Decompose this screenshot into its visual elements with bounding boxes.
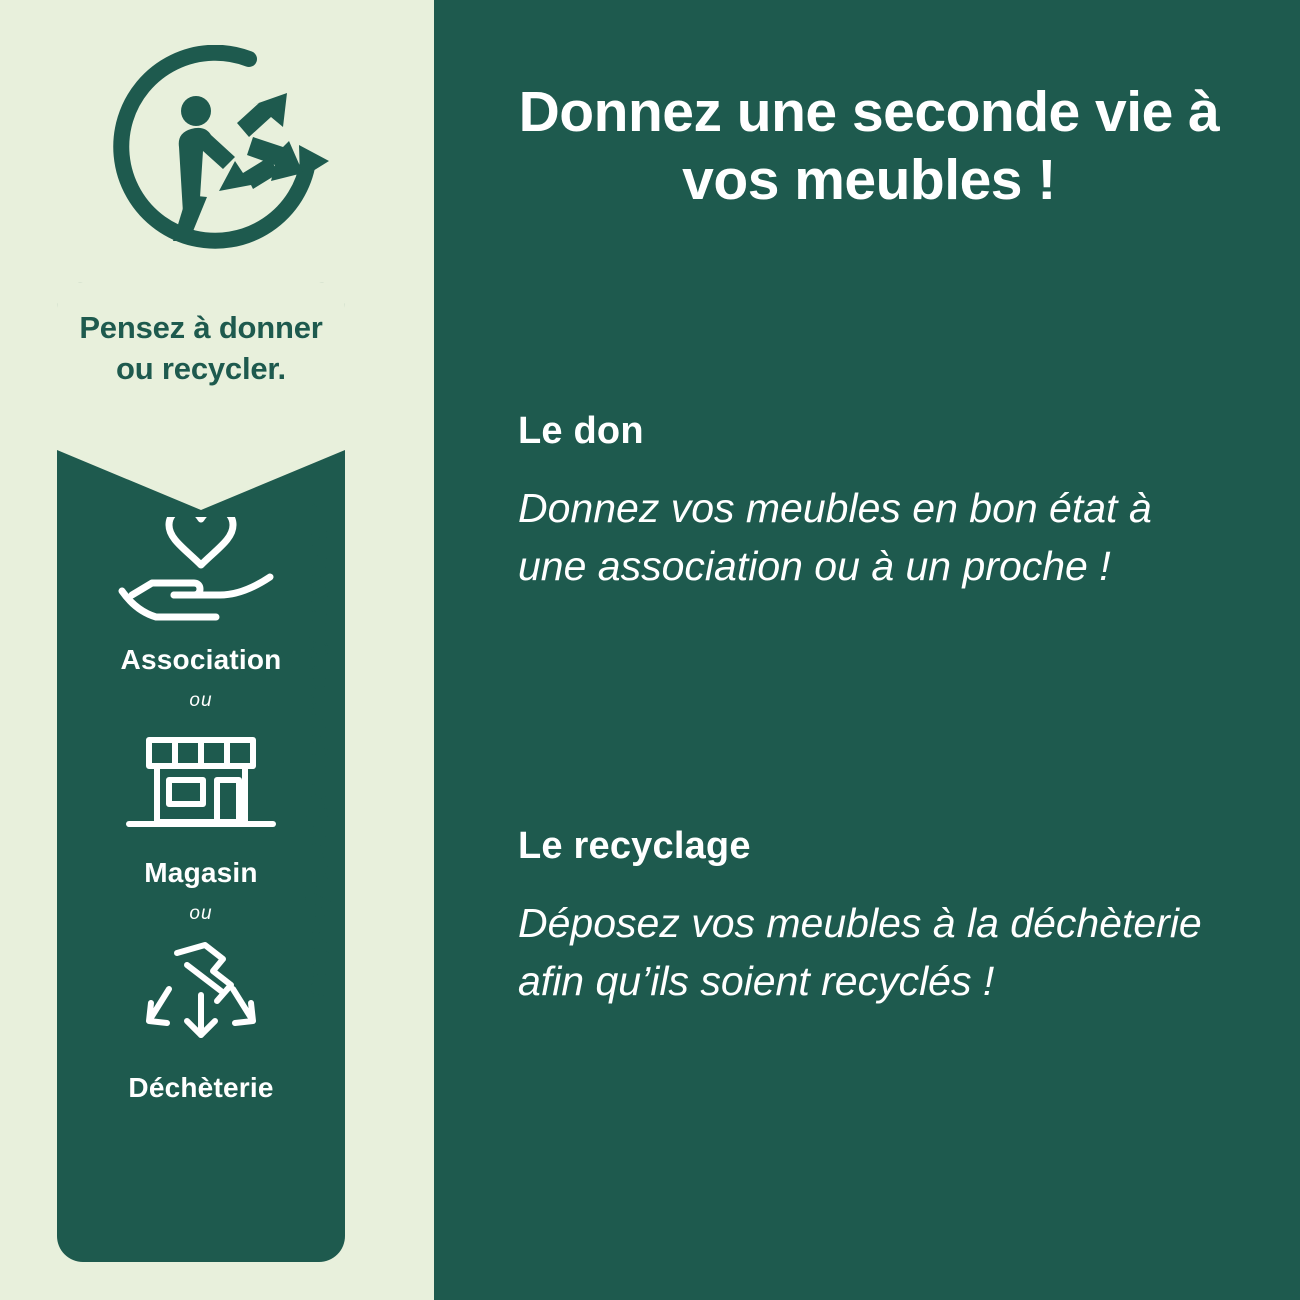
left-panel (0, 0, 434, 1300)
section-body: Donnez vos meubles en bon état à une association ou à un proche ! (518, 485, 1152, 590)
separator-label-1: ou (189, 690, 213, 711)
step-label: Association (120, 644, 282, 675)
step-label: Déchèterie (128, 1072, 274, 1103)
card-banner-text: Pensez à donner ou recycler. (79, 310, 323, 386)
section-le-don (518, 410, 1218, 595)
card-banner (57, 282, 345, 510)
step-label: Magasin (144, 857, 258, 888)
section-body: Déposez vos meubles à la déchèterie afin qu’ils soient recyclés ! (518, 900, 1202, 1005)
recycling-person-icon (103, 45, 331, 260)
website-url[interactable]: https://quefairedemesdechets.fr (300, 500, 336, 1001)
section-le-recyclage (518, 825, 1218, 1010)
separator-label-2: ou (189, 903, 213, 924)
section-title: Le don (518, 410, 644, 452)
section-title: Le recyclage (518, 825, 751, 867)
right-panel (434, 0, 1300, 1300)
page-title: Donnez une seconde vie à vos meubles ! (518, 80, 1220, 213)
